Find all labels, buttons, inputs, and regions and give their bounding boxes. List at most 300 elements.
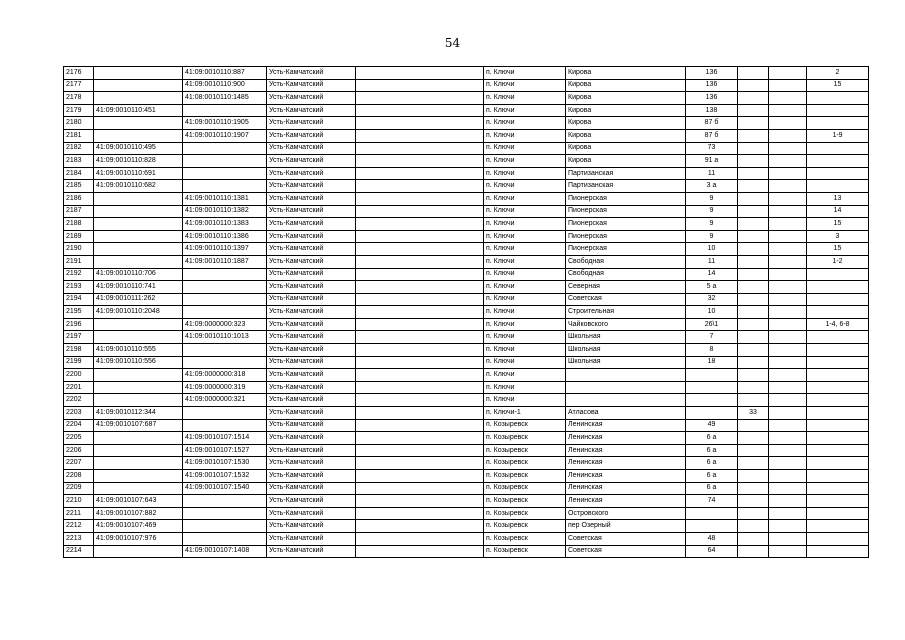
building-cadastral-number-cell: 41:09:0010110:1887 <box>183 255 267 268</box>
settlement-cell: п. Козыревск <box>484 545 566 558</box>
corpus-number-cell <box>769 155 807 168</box>
building-cadastral-number-cell <box>183 419 267 432</box>
apartment-numbers-cell <box>807 331 869 344</box>
locality-blank-cell <box>356 470 484 483</box>
apartment-numbers-cell <box>807 495 869 508</box>
corpus-number-cell <box>769 142 807 155</box>
land-cadastral-number-cell <box>94 205 183 218</box>
table-row <box>64 230 869 243</box>
land-cadastral-number-cell <box>94 331 183 344</box>
apartment-numbers-cell <box>807 306 869 319</box>
locality-blank-cell <box>356 394 484 407</box>
building-cadastral-number-cell <box>183 142 267 155</box>
corpus-number-cell <box>769 205 807 218</box>
corpus-number-cell <box>769 92 807 105</box>
apartment-numbers-cell: 2 <box>807 67 869 80</box>
building-number-cell <box>738 306 769 319</box>
street-cell: Советская <box>566 545 686 558</box>
house-number-cell: 87 б <box>686 117 738 130</box>
settlement-cell: п. Ключи <box>484 356 566 369</box>
building-number-cell <box>738 155 769 168</box>
land-cadastral-number-cell: 41:09:0010111:262 <box>94 293 183 306</box>
settlement-cell: п. Ключи <box>484 192 566 205</box>
locality-blank-cell <box>356 268 484 281</box>
row-number-cell: 2204 <box>64 419 94 432</box>
building-cadastral-number-cell <box>183 306 267 319</box>
row-number-cell: 2206 <box>64 444 94 457</box>
district-cell: Усть-Камчатский <box>267 495 356 508</box>
land-cadastral-number-cell: 41:09:0010110:691 <box>94 167 183 180</box>
locality-blank-cell <box>356 356 484 369</box>
settlement-cell: п. Ключи <box>484 344 566 357</box>
land-cadastral-number-cell <box>94 255 183 268</box>
building-number-cell <box>738 268 769 281</box>
building-cadastral-number-cell: 41:09:0010110:900 <box>183 79 267 92</box>
street-cell: Ленинская <box>566 495 686 508</box>
land-cadastral-number-cell: 41:09:0010110:555 <box>94 344 183 357</box>
land-cadastral-number-cell <box>94 394 183 407</box>
table-row <box>64 255 869 268</box>
building-number-cell <box>738 142 769 155</box>
street-cell: Ленинская <box>566 432 686 445</box>
street-cell: Ленинская <box>566 470 686 483</box>
land-cadastral-number-cell: 41:09:0010112:344 <box>94 407 183 420</box>
apartment-numbers-cell <box>807 268 869 281</box>
settlement-cell: п. Ключи-1 <box>484 407 566 420</box>
land-cadastral-number-cell <box>94 117 183 130</box>
corpus-number-cell <box>769 192 807 205</box>
locality-blank-cell <box>356 419 484 432</box>
settlement-cell: п. Козыревск <box>484 432 566 445</box>
building-cadastral-number-cell: 41:09:0000000:318 <box>183 369 267 382</box>
street-cell: Кирова <box>566 104 686 117</box>
land-cadastral-number-cell <box>94 243 183 256</box>
district-cell: Усть-Камчатский <box>267 142 356 155</box>
locality-blank-cell <box>356 230 484 243</box>
building-number-cell <box>738 104 769 117</box>
house-number-cell: 14 <box>686 268 738 281</box>
table-row <box>64 104 869 117</box>
building-cadastral-number-cell <box>183 293 267 306</box>
corpus-number-cell <box>769 281 807 294</box>
street-cell: Пионерская <box>566 205 686 218</box>
land-cadastral-number-cell <box>94 230 183 243</box>
row-number-cell: 2196 <box>64 318 94 331</box>
settlement-cell: п. Ключи <box>484 230 566 243</box>
registry-table <box>63 66 869 558</box>
locality-blank-cell <box>356 180 484 193</box>
apartment-numbers-cell: 1-9 <box>807 129 869 142</box>
table-row <box>64 482 869 495</box>
settlement-cell: п. Ключи <box>484 104 566 117</box>
land-cadastral-number-cell <box>94 218 183 231</box>
district-cell: Усть-Камчатский <box>267 293 356 306</box>
row-number-cell: 2207 <box>64 457 94 470</box>
locality-blank-cell <box>356 167 484 180</box>
building-cadastral-number-cell: 41:09:0000000:319 <box>183 381 267 394</box>
building-cadastral-number-cell: 41:09:0010107:1527 <box>183 444 267 457</box>
district-cell: Усть-Камчатский <box>267 318 356 331</box>
district-cell: Усть-Камчатский <box>267 381 356 394</box>
street-cell <box>566 369 686 382</box>
building-number-cell <box>738 520 769 533</box>
table-row <box>64 444 869 457</box>
row-number-cell: 2209 <box>64 482 94 495</box>
corpus-number-cell <box>769 67 807 80</box>
building-cadastral-number-cell <box>183 281 267 294</box>
street-cell: Пионерская <box>566 218 686 231</box>
settlement-cell: п. Ключи <box>484 293 566 306</box>
row-number-cell: 2190 <box>64 243 94 256</box>
district-cell: Усть-Камчатский <box>267 356 356 369</box>
building-number-cell <box>738 293 769 306</box>
settlement-cell: п. Ключи <box>484 142 566 155</box>
corpus-number-cell <box>769 356 807 369</box>
corpus-number-cell <box>769 381 807 394</box>
house-number-cell: 10 <box>686 306 738 319</box>
building-cadastral-number-cell: 41:09:0010107:1408 <box>183 545 267 558</box>
apartment-numbers-cell: 1-2 <box>807 255 869 268</box>
row-number-cell: 2202 <box>64 394 94 407</box>
row-number-cell: 2213 <box>64 532 94 545</box>
land-cadastral-number-cell: 41:09:0010110:682 <box>94 180 183 193</box>
building-cadastral-number-cell <box>183 180 267 193</box>
street-cell: Пионерская <box>566 230 686 243</box>
apartment-numbers-cell <box>807 520 869 533</box>
page-number: 54 <box>444 36 461 50</box>
apartment-numbers-cell <box>807 545 869 558</box>
street-cell: пер Озерный <box>566 520 686 533</box>
row-number-cell: 2208 <box>64 470 94 483</box>
corpus-number-cell <box>769 117 807 130</box>
district-cell: Усть-Камчатский <box>267 344 356 357</box>
locality-blank-cell <box>356 482 484 495</box>
building-cadastral-number-cell: 41:09:0010110:1386 <box>183 230 267 243</box>
locality-blank-cell <box>356 344 484 357</box>
row-number-cell: 2212 <box>64 520 94 533</box>
district-cell: Усть-Камчатский <box>267 369 356 382</box>
house-number-cell: 74 <box>686 495 738 508</box>
district-cell: Усть-Камчатский <box>267 532 356 545</box>
street-cell: Кирова <box>566 142 686 155</box>
building-number-cell <box>738 243 769 256</box>
house-number-cell: 9 <box>686 192 738 205</box>
settlement-cell: п. Ключи <box>484 394 566 407</box>
building-number-cell <box>738 331 769 344</box>
street-cell: Ленинская <box>566 444 686 457</box>
table-row <box>64 470 869 483</box>
row-number-cell: 2198 <box>64 344 94 357</box>
street-cell: Школьная <box>566 331 686 344</box>
street-cell: Ленинская <box>566 482 686 495</box>
corpus-number-cell <box>769 507 807 520</box>
settlement-cell: п. Ключи <box>484 268 566 281</box>
building-cadastral-number-cell <box>183 167 267 180</box>
settlement-cell: п. Ключи <box>484 180 566 193</box>
building-cadastral-number-cell <box>183 268 267 281</box>
house-number-cell: 6 а <box>686 444 738 457</box>
corpus-number-cell <box>769 104 807 117</box>
settlement-cell: п. Козыревск <box>484 419 566 432</box>
house-number-cell: 11 <box>686 255 738 268</box>
district-cell: Усть-Камчатский <box>267 67 356 80</box>
land-cadastral-number-cell: 41:09:0010107:882 <box>94 507 183 520</box>
table-row <box>64 218 869 231</box>
settlement-cell: п. Козыревск <box>484 457 566 470</box>
corpus-number-cell <box>769 255 807 268</box>
building-cadastral-number-cell: 41:08:0010110:1485 <box>183 92 267 105</box>
house-number-cell: 6 а <box>686 470 738 483</box>
corpus-number-cell <box>769 129 807 142</box>
corpus-number-cell <box>769 444 807 457</box>
locality-blank-cell <box>356 444 484 457</box>
house-number-cell: 5 а <box>686 281 738 294</box>
house-number-cell: 11 <box>686 167 738 180</box>
house-number-cell: 138 <box>686 104 738 117</box>
district-cell: Усть-Камчатский <box>267 268 356 281</box>
street-cell: Кирова <box>566 129 686 142</box>
house-number-cell: 73 <box>686 142 738 155</box>
house-number-cell <box>686 520 738 533</box>
table-row <box>64 67 869 80</box>
table-row <box>64 142 869 155</box>
row-number-cell: 2192 <box>64 268 94 281</box>
locality-blank-cell <box>356 142 484 155</box>
table-row <box>64 306 869 319</box>
row-number-cell: 2189 <box>64 230 94 243</box>
apartment-numbers-cell <box>807 104 869 117</box>
land-cadastral-number-cell <box>94 545 183 558</box>
building-cadastral-number-cell <box>183 155 267 168</box>
house-number-cell: 8 <box>686 344 738 357</box>
building-number-cell <box>738 129 769 142</box>
row-number-cell: 2205 <box>64 432 94 445</box>
corpus-number-cell <box>769 470 807 483</box>
street-cell: Школьная <box>566 356 686 369</box>
land-cadastral-number-cell <box>94 369 183 382</box>
locality-blank-cell <box>356 281 484 294</box>
building-cadastral-number-cell: 41:09:0010107:1514 <box>183 432 267 445</box>
building-number-cell <box>738 507 769 520</box>
settlement-cell: п. Козыревск <box>484 507 566 520</box>
district-cell: Усть-Камчатский <box>267 444 356 457</box>
street-cell: Кирова <box>566 92 686 105</box>
land-cadastral-number-cell: 41:09:0010107:687 <box>94 419 183 432</box>
building-number-cell <box>738 394 769 407</box>
locality-blank-cell <box>356 205 484 218</box>
corpus-number-cell <box>769 79 807 92</box>
table-row <box>64 344 869 357</box>
row-number-cell: 2187 <box>64 205 94 218</box>
row-number-cell: 2181 <box>64 129 94 142</box>
building-cadastral-number-cell <box>183 495 267 508</box>
corpus-number-cell <box>769 419 807 432</box>
table-row <box>64 79 869 92</box>
row-number-cell: 2214 <box>64 545 94 558</box>
building-cadastral-number-cell <box>183 507 267 520</box>
row-number-cell: 2200 <box>64 369 94 382</box>
house-number-cell: 49 <box>686 419 738 432</box>
street-cell: Советская <box>566 532 686 545</box>
table-row <box>64 243 869 256</box>
table-row <box>64 394 869 407</box>
apartment-numbers-cell <box>807 394 869 407</box>
street-cell: Кирова <box>566 117 686 130</box>
row-number-cell: 2197 <box>64 331 94 344</box>
table-row <box>64 318 869 331</box>
building-number-cell <box>738 92 769 105</box>
settlement-cell: п. Ключи <box>484 167 566 180</box>
apartment-numbers-cell <box>807 381 869 394</box>
district-cell: Усть-Камчатский <box>267 545 356 558</box>
table-row <box>64 507 869 520</box>
corpus-number-cell <box>769 407 807 420</box>
apartment-numbers-cell <box>807 419 869 432</box>
district-cell: Усть-Камчатский <box>267 507 356 520</box>
building-cadastral-number-cell: 41:09:0010110:1013 <box>183 331 267 344</box>
building-cadastral-number-cell <box>183 344 267 357</box>
house-number-cell: 10 <box>686 243 738 256</box>
building-cadastral-number-cell: 41:09:0010110:1383 <box>183 218 267 231</box>
table-row <box>64 192 869 205</box>
building-cadastral-number-cell: 41:09:0010107:1530 <box>183 457 267 470</box>
district-cell: Усть-Камчатский <box>267 117 356 130</box>
row-number-cell: 2178 <box>64 92 94 105</box>
land-cadastral-number-cell <box>94 129 183 142</box>
building-number-cell <box>738 117 769 130</box>
building-number-cell <box>738 180 769 193</box>
apartment-numbers-cell <box>807 532 869 545</box>
building-number-cell: 33 <box>738 407 769 420</box>
locality-blank-cell <box>356 67 484 80</box>
apartment-numbers-cell: 13 <box>807 192 869 205</box>
building-number-cell <box>738 192 769 205</box>
building-cadastral-number-cell <box>183 407 267 420</box>
corpus-number-cell <box>769 331 807 344</box>
settlement-cell: п. Козыревск <box>484 532 566 545</box>
land-cadastral-number-cell: 41:09:0010110:495 <box>94 142 183 155</box>
land-cadastral-number-cell <box>94 381 183 394</box>
street-cell: Советская <box>566 293 686 306</box>
apartment-numbers-cell <box>807 142 869 155</box>
land-cadastral-number-cell <box>94 67 183 80</box>
building-cadastral-number-cell: 41:09:0010110:887 <box>183 67 267 80</box>
table-row <box>64 532 869 545</box>
row-number-cell: 2177 <box>64 79 94 92</box>
district-cell: Усть-Камчатский <box>267 230 356 243</box>
apartment-numbers-cell: 1-4, 6-8 <box>807 318 869 331</box>
district-cell: Усть-Камчатский <box>267 281 356 294</box>
table-row <box>64 407 869 420</box>
house-number-cell: 48 <box>686 532 738 545</box>
settlement-cell: п. Козыревск <box>484 444 566 457</box>
corpus-number-cell <box>769 394 807 407</box>
row-number-cell: 2180 <box>64 117 94 130</box>
settlement-cell: п. Ключи <box>484 67 566 80</box>
locality-blank-cell <box>356 495 484 508</box>
row-number-cell: 2183 <box>64 155 94 168</box>
building-cadastral-number-cell <box>183 520 267 533</box>
building-cadastral-number-cell <box>183 356 267 369</box>
house-number-cell <box>686 369 738 382</box>
apartment-numbers-cell <box>807 457 869 470</box>
building-number-cell <box>738 457 769 470</box>
corpus-number-cell <box>769 457 807 470</box>
district-cell: Усть-Камчатский <box>267 419 356 432</box>
locality-blank-cell <box>356 243 484 256</box>
apartment-numbers-cell: 15 <box>807 79 869 92</box>
locality-blank-cell <box>356 192 484 205</box>
house-number-cell: 32 <box>686 293 738 306</box>
locality-blank-cell <box>356 381 484 394</box>
house-number-cell: 91 а <box>686 155 738 168</box>
locality-blank-cell <box>356 218 484 231</box>
land-cadastral-number-cell: 41:09:0010110:828 <box>94 155 183 168</box>
building-number-cell <box>738 532 769 545</box>
locality-blank-cell <box>356 92 484 105</box>
locality-blank-cell <box>356 457 484 470</box>
apartment-numbers-cell <box>807 507 869 520</box>
street-cell: Северная <box>566 281 686 294</box>
table-row <box>64 180 869 193</box>
settlement-cell: п. Ключи <box>484 92 566 105</box>
building-number-cell <box>738 230 769 243</box>
land-cadastral-number-cell <box>94 470 183 483</box>
building-number-cell <box>738 495 769 508</box>
land-cadastral-number-cell <box>94 444 183 457</box>
land-cadastral-number-cell: 41:09:0010110:556 <box>94 356 183 369</box>
district-cell: Усть-Камчатский <box>267 79 356 92</box>
district-cell: Усть-Камчатский <box>267 255 356 268</box>
building-cadastral-number-cell <box>183 532 267 545</box>
district-cell: Усть-Камчатский <box>267 457 356 470</box>
row-number-cell: 2210 <box>64 495 94 508</box>
settlement-cell: п. Ключи <box>484 318 566 331</box>
building-number-cell <box>738 470 769 483</box>
land-cadastral-number-cell: 41:09:0010110:2048 <box>94 306 183 319</box>
locality-blank-cell <box>356 117 484 130</box>
house-number-cell: 9 <box>686 205 738 218</box>
table-row <box>64 268 869 281</box>
land-cadastral-number-cell <box>94 92 183 105</box>
building-number-cell <box>738 344 769 357</box>
settlement-cell: п. Ключи <box>484 331 566 344</box>
building-cadastral-number-cell <box>183 104 267 117</box>
table-row <box>64 495 869 508</box>
district-cell: Усть-Камчатский <box>267 218 356 231</box>
district-cell: Усть-Камчатский <box>267 205 356 218</box>
locality-blank-cell <box>356 255 484 268</box>
row-number-cell: 2199 <box>64 356 94 369</box>
apartment-numbers-cell <box>807 92 869 105</box>
house-number-cell <box>686 407 738 420</box>
street-cell: Строительная <box>566 306 686 319</box>
locality-blank-cell <box>356 318 484 331</box>
street-cell: Ленинская <box>566 419 686 432</box>
corpus-number-cell <box>769 180 807 193</box>
corpus-number-cell <box>769 218 807 231</box>
settlement-cell: п. Козыревск <box>484 495 566 508</box>
apartment-numbers-cell <box>807 155 869 168</box>
apartment-numbers-cell <box>807 117 869 130</box>
row-number-cell: 2193 <box>64 281 94 294</box>
building-number-cell <box>738 255 769 268</box>
apartment-numbers-cell <box>807 482 869 495</box>
table-row <box>64 545 869 558</box>
street-cell: Атласова <box>566 407 686 420</box>
street-cell: Свободная <box>566 255 686 268</box>
locality-blank-cell <box>356 293 484 306</box>
